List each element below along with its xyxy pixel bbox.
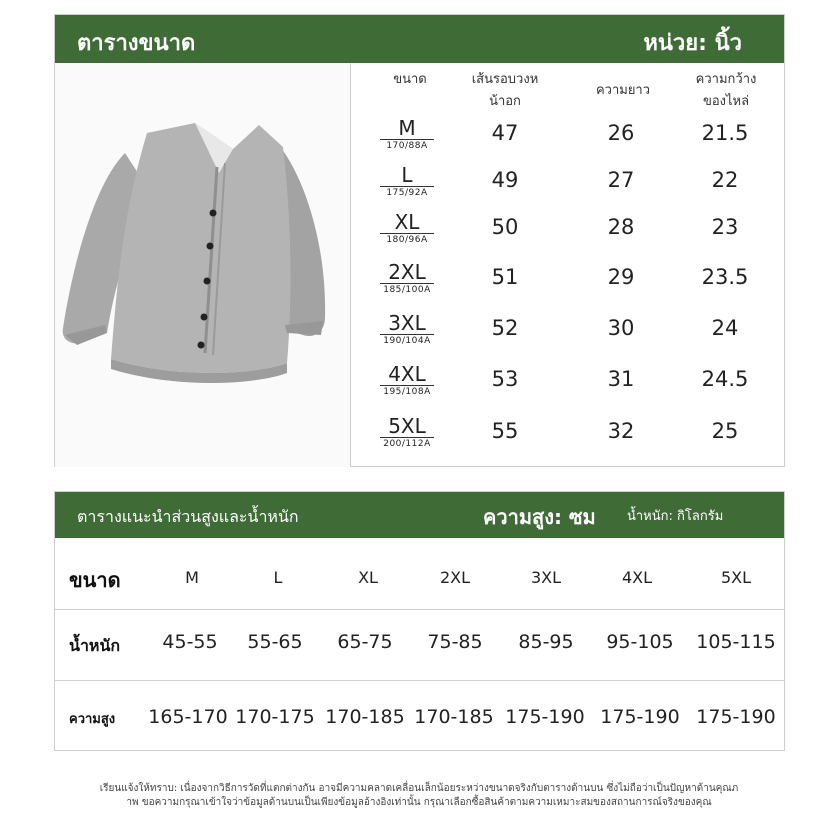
size-code: 190/104A xyxy=(383,336,431,346)
size-code: 200/112A xyxy=(383,439,431,449)
size-name: XL xyxy=(380,211,434,234)
header-shoulder-line1: ความกว้าง xyxy=(695,72,757,87)
chest-value: 51 xyxy=(491,265,519,289)
weight-value: 105-115 xyxy=(696,631,776,653)
header-shoulder xyxy=(683,69,769,113)
size-row xyxy=(355,164,785,214)
weight-value: 85-95 xyxy=(518,631,574,653)
chest-value: 50 xyxy=(491,215,519,239)
length-value: 29 xyxy=(607,265,635,289)
height-value: 170-185 xyxy=(414,706,494,728)
size-code: 170/88A xyxy=(386,141,428,151)
size-header: M xyxy=(185,568,199,587)
measurement-notice xyxy=(40,782,798,810)
size-header: L xyxy=(273,568,283,587)
size-header: 3XL xyxy=(530,568,562,587)
size-cell xyxy=(380,312,434,347)
size-cell xyxy=(380,164,434,199)
weight-unit: น้ำหนัก: กิโลกรัม xyxy=(627,509,724,524)
weight-value: 65-75 xyxy=(337,631,393,653)
size-header: XL xyxy=(358,568,378,587)
height-value: 175-190 xyxy=(696,706,776,728)
size-header: 2XL xyxy=(439,568,471,587)
header-size: ขนาด xyxy=(393,72,427,87)
length-value: 28 xyxy=(607,215,635,239)
notice-line-2: าพ ขอความกรุณาเข้าใจว่าข้อมูลด้านบนเป็นเพียงข้อมูลอ้างอิงเท่านั้น กรุณาเลือกซื้อสินค้าตามความเหมาะสมของสถานการณ์จริงของคุณ xyxy=(126,797,712,808)
size-header: 4XL xyxy=(621,568,653,587)
height-value: 165-170 xyxy=(148,706,228,728)
size-cell xyxy=(380,415,434,450)
length-value: 30 xyxy=(607,316,635,340)
row-label-weight: น้ำหนัก xyxy=(69,636,121,655)
height-unit: ความสูง: ซม xyxy=(483,505,596,529)
height-value: 175-190 xyxy=(505,706,585,728)
recommend-panel xyxy=(54,491,785,751)
weight-value: 45-55 xyxy=(162,631,218,653)
shoulder-value: 23 xyxy=(711,215,739,239)
length-value: 32 xyxy=(607,419,635,443)
size-row xyxy=(355,415,785,465)
length-value: 27 xyxy=(607,168,635,192)
size-code: 195/108A xyxy=(383,387,431,397)
size-chart-header xyxy=(55,15,784,63)
row-divider xyxy=(55,609,784,610)
size-cell xyxy=(380,363,434,398)
chest-value: 52 xyxy=(491,316,519,340)
weight-value: 55-65 xyxy=(247,631,303,653)
row-label-size: ขนาด xyxy=(69,568,121,592)
chest-value: 53 xyxy=(491,367,519,391)
gray-cardigan-icon xyxy=(55,63,351,467)
size-cell xyxy=(380,117,434,152)
size-row xyxy=(355,312,785,362)
shoulder-value: 22 xyxy=(711,168,739,192)
shoulder-value: 21.5 xyxy=(701,121,749,145)
size-cell xyxy=(380,211,434,246)
shoulder-value: 25 xyxy=(711,419,739,443)
shoulder-value: 24 xyxy=(711,316,739,340)
shoulder-value: 24.5 xyxy=(701,367,749,391)
size-code: 185/100A xyxy=(383,285,431,295)
header-shoulder-line2: ของไหล่ xyxy=(702,94,750,109)
size-name: M xyxy=(380,117,434,140)
recommend-header xyxy=(55,492,784,538)
chest-value: 49 xyxy=(491,168,519,192)
row-divider xyxy=(55,680,784,681)
size-name: 2XL xyxy=(380,261,434,284)
size-chart-panel xyxy=(54,14,785,467)
header-chest-line1: เส้นรอบวงห xyxy=(471,72,539,87)
weight-value: 75-85 xyxy=(427,631,483,653)
row-label-height: ความสูง xyxy=(69,712,116,727)
size-row xyxy=(355,363,785,413)
size-name: 5XL xyxy=(380,415,434,438)
size-code: 180/96A xyxy=(386,235,428,245)
size-chart-title: ตารางขนาด xyxy=(77,31,196,56)
size-name: 4XL xyxy=(380,363,434,386)
header-chest-line2: น้าอก xyxy=(489,94,521,109)
shoulder-value: 23.5 xyxy=(701,265,749,289)
size-header: 5XL xyxy=(720,568,752,587)
size-row xyxy=(355,261,785,311)
notice-line-1: เรียนแจ้งให้ทราบ: เนื่องจากวิธีการวัดที่แตกต่างกัน อาจมีความคลาดเคลื่อนเล็กน้อยระหว่างขนาดจริงกับตารางด้านบน ซึ่งไม่ถือว่าเป็นปัญหาด้านคุณภ xyxy=(99,783,739,794)
length-value: 31 xyxy=(607,367,635,391)
header-chest xyxy=(455,69,555,113)
size-code: 175/92A xyxy=(386,188,428,198)
size-row xyxy=(355,211,785,261)
length-value: 26 xyxy=(607,121,635,145)
recommend-title: ตารางแนะนำส่วนสูงและน้ำหนัก xyxy=(77,507,299,526)
weight-value: 95-105 xyxy=(606,631,674,653)
chest-value: 47 xyxy=(491,121,519,145)
product-image xyxy=(55,63,351,467)
size-chart-unit: หน่วย: นิ้ว xyxy=(643,31,742,56)
height-value: 170-175 xyxy=(235,706,315,728)
height-value: 175-190 xyxy=(600,706,680,728)
height-value: 170-185 xyxy=(325,706,405,728)
size-row xyxy=(355,117,785,167)
chest-value: 55 xyxy=(491,419,519,443)
size-cell xyxy=(380,261,434,296)
size-name: L xyxy=(380,164,434,187)
header-length: ความยาว xyxy=(595,83,651,98)
size-name: 3XL xyxy=(380,312,434,335)
